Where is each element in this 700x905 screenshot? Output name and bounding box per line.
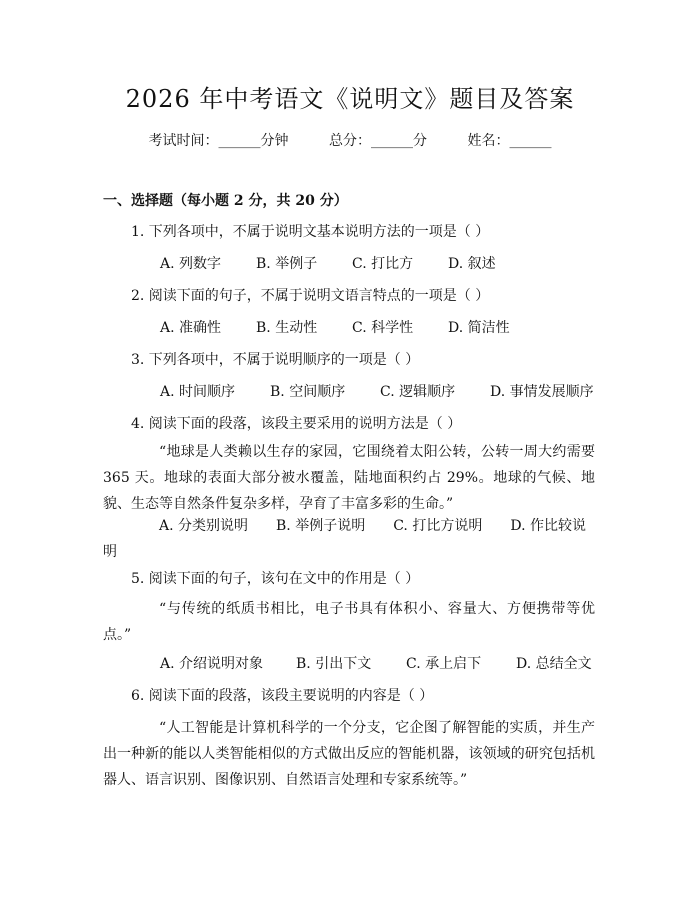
option-d: D. 叙述 xyxy=(448,256,496,272)
student-name: 姓名：______ xyxy=(467,133,552,149)
option-c: C. 逻辑顺序 xyxy=(380,384,456,400)
option-d: D. 作比较说明 xyxy=(103,518,586,560)
option-a: A. 准确性 xyxy=(160,320,222,336)
section-heading: 一、选择题（每小题 2 分，共 20 分） xyxy=(103,193,348,209)
question-1: 1. 下列各项中，不属于说明文基本说明方法的一项是（ ） xyxy=(131,224,490,240)
option-b: B. 空间顺序 xyxy=(270,384,346,400)
option-d: D. 简洁性 xyxy=(448,320,510,336)
exam-time: 考试时间：______分钟 xyxy=(148,133,289,149)
question-4: 4. 阅读下面的段落，该段主要采用的说明方法是（ ） xyxy=(131,416,462,432)
question-3: 3. 下列各项中，不属于说明顺序的一项是（ ） xyxy=(131,352,420,368)
question-5-passage: “与传统的纸质书相比，电子书具有体积小、容量大、方便携带等优点。” xyxy=(103,601,595,643)
question-2: 2. 阅读下面的句子，不属于说明文语言特点的一项是（ ） xyxy=(131,288,490,304)
question-6-passage: “人工智能是计算机科学的一个分支，它企图了解智能的实质，并生产出一种新的能以人类智能相似的方式做出反应的智能机器，该领域的研究包括机器人、语言识别、图像识别、自然语言处理和专家系统等。” xyxy=(103,720,595,788)
exam-total-score: 总分：______分 xyxy=(329,133,427,149)
question-4-options xyxy=(103,513,595,565)
option-b: B. 举例子说明 xyxy=(276,518,366,534)
option-c: C. 科学性 xyxy=(352,320,414,336)
option-b: B. 引出下文 xyxy=(296,656,372,672)
option-c: C. 承上启下 xyxy=(406,656,482,672)
question-5-options xyxy=(160,653,600,675)
question-5: 5. 阅读下面的句子，该句在文中的作用是（ ） xyxy=(131,571,420,587)
option-a: A. 分类别说明 xyxy=(159,518,249,534)
question-4-passage: “地球是人类赖以生存的家园，它围绕着太阳公转，公转一周大约需要 365 天。地球的表面大部分被水覆盖，陆地面积约占 29%。地球的气候、地貌、生态等自然条件复杂多样，孕育了丰富多彩的生命。” xyxy=(103,444,595,512)
page-title: 2026 年中考语文《说明文》题目及答案 xyxy=(125,85,575,113)
question-1-options xyxy=(160,253,600,275)
question-6: 6. 阅读下面的段落，该段主要说明的内容是（ ） xyxy=(131,688,434,704)
exam-info xyxy=(0,130,700,152)
question-2-options xyxy=(160,317,600,339)
option-a: A. 介绍说明对象 xyxy=(160,656,264,672)
option-c: C. 打比方 xyxy=(352,256,414,272)
option-a: A. 列数字 xyxy=(160,256,222,272)
option-b: B. 举例子 xyxy=(256,256,318,272)
option-b: B. 生动性 xyxy=(256,320,318,336)
option-a: A. 时间顺序 xyxy=(160,384,236,400)
question-3-options xyxy=(160,381,600,403)
option-c: C. 打比方说明 xyxy=(393,518,483,534)
option-d: D. 事情发展顺序 xyxy=(490,384,594,400)
option-d: D. 总结全文 xyxy=(516,656,592,672)
